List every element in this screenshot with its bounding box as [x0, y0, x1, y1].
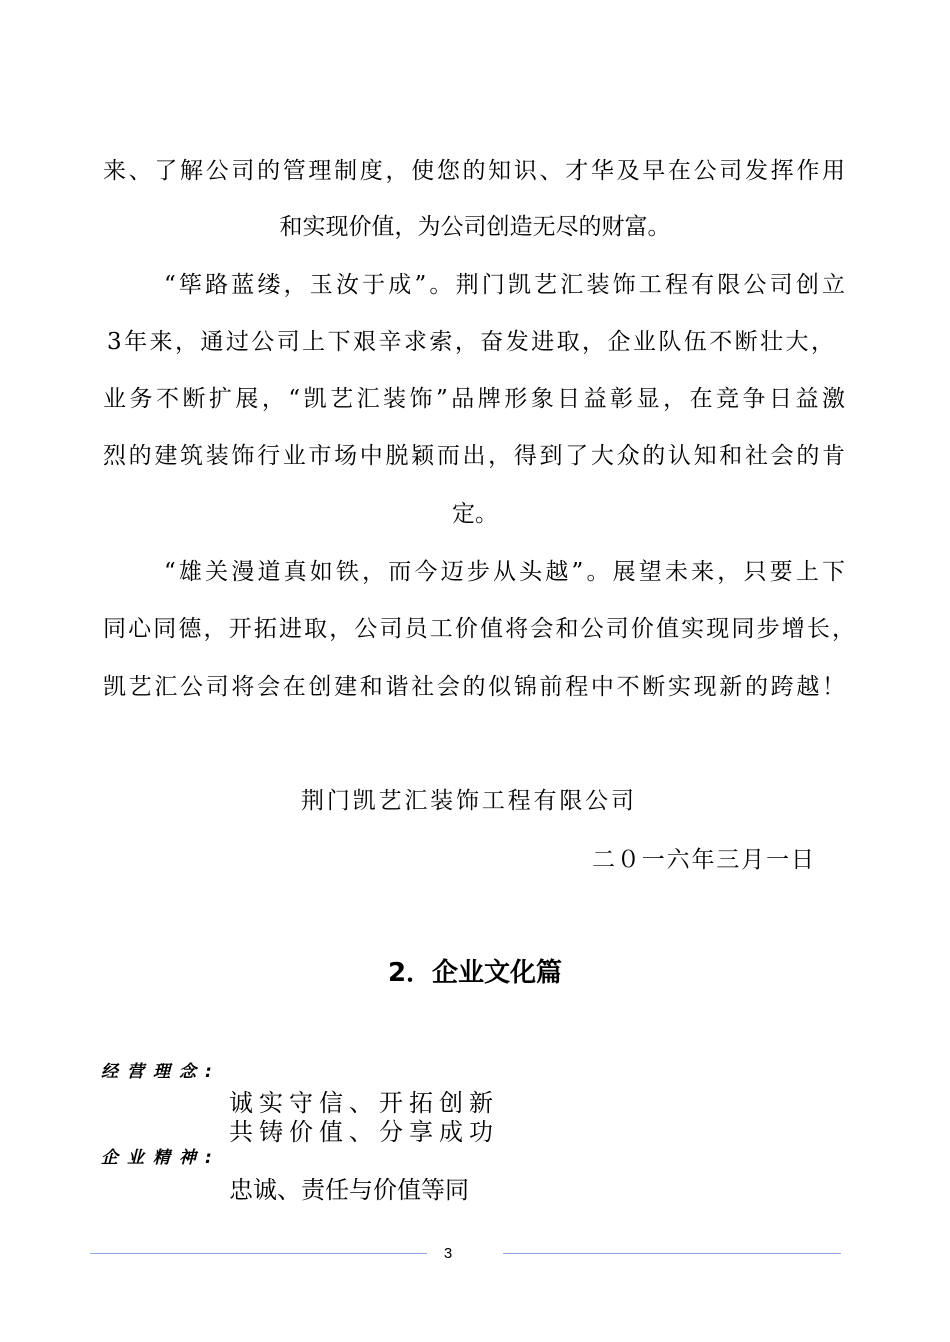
- signature-company: 荆门凯艺汇装饰工程有限公司: [301, 788, 634, 814]
- body-line: “雄关漫道真如铁，而今迈步从头越”。展望未来，只要上下: [164, 559, 845, 585]
- body-line: 定。: [452, 501, 498, 527]
- body-line: 和实现价值，为公司创造无尽的财富。: [279, 214, 671, 240]
- signature-date: 二０一六年三月一日: [592, 847, 814, 873]
- footer-rule-right: [503, 1253, 841, 1254]
- business-philosophy-label: 经营理念:: [101, 1062, 221, 1082]
- page-number: 3: [443, 1245, 453, 1262]
- footer-rule-left: [90, 1253, 427, 1254]
- business-philosophy-line: 诚实守信、开拓创新: [229, 1089, 499, 1117]
- body-line: 同心同德，开拓进取，公司员工价值将会和公司价值实现同步增长，: [103, 616, 855, 642]
- body-line: 来、了解公司的管理制度，使您的知识、才华及早在公司发挥作用: [103, 158, 845, 184]
- body-line: 3年来，通过公司上下艰辛求索，奋发进取，企业队伍不断壮大，: [107, 329, 834, 355]
- body-line: “筚路蓝缕，玉汝于成”。荆门凯艺汇装饰工程有限公司创立: [164, 272, 845, 298]
- enterprise-spirit-label: 企业精神:: [101, 1148, 221, 1168]
- body-line: 凯艺汇公司将会在创建和谐社会的似锦前程中不断实现新的跨越！: [103, 674, 845, 700]
- body-line: 烈的建筑装饰行业市场中脱颖而出，得到了大众的认知和社会的肯: [103, 443, 845, 469]
- section-heading: 2．企业文化篇: [387, 958, 563, 988]
- enterprise-spirit-line: 忠诚、责任与价值等同: [229, 1176, 469, 1204]
- business-philosophy-line: 共铸价值、分享成功: [229, 1118, 499, 1146]
- body-line: 业务不断扩展，“凯艺汇装饰”品牌形象日益彰显，在竞争日益激: [103, 386, 845, 412]
